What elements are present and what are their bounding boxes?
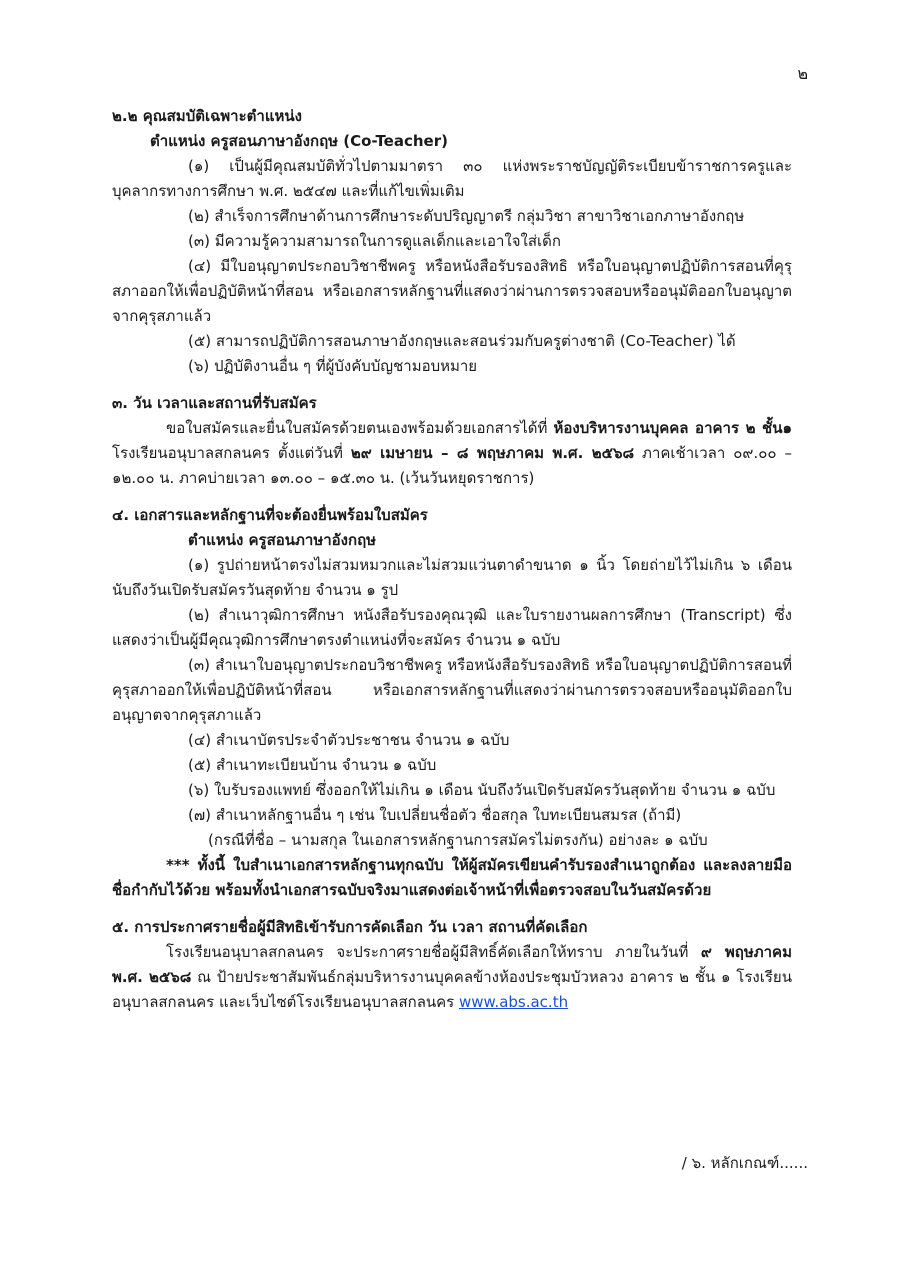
document-item-1: (๑) รูปถ่ายหน้าตรงไม่สวมหมวกและไม่สวมแว่นตาดำขนาด ๑ นิ้ว โดยถ่ายไว้ไม่เกิน ๖ เดือนนับถึงวันเปิดรับสมัครวันสุดท้าย จำนวน ๑ รูป [112, 556, 792, 599]
section-3-paragraph [112, 416, 792, 491]
section-3-text-a: ขอใบสมัครและยื่นใบสมัครด้วยตนเองพร้อมด้วยเอกสารได้ที่ [166, 419, 554, 437]
announcement-date: ๙ พฤษภาคม พ.ศ. ๒๕๖๘ [112, 943, 792, 986]
next-page-continuation: / ๖. หลักเกณฑ์...... [681, 1154, 808, 1172]
document-item-7: (๗) สำเนาหลักฐานอื่น ๆ เช่น ใบเปลี่ยนชื่อตัว ชื่อสกุล ใบทะเบียนสมรส (ถ้ามี) [188, 806, 682, 824]
section-5 [112, 915, 792, 1015]
school-website-link[interactable]: www.abs.ac.th [459, 993, 569, 1011]
qualification-item-4: (๔) มีใบอนุญาตประกอบวิชาชีพครู หรือหนังสือรับรองสิทธิ หรือใบอนุญาตปฏิบัติการสอนที่คุรุสภาออกให้เพื่อปฏิบัติหน้าที่สอน หรือเอกสารหลักฐานที่แสดงว่าผ่านการตรวจสอบหรืออนุมัติออกใบอนุญาตจากคุรุสภาแล้ว [112, 257, 792, 325]
document-item-7-note: (กรณีที่ชื่อ – นามสกุล ในเอกสารหลักฐานการสมัครไม่ตรงกัน) อย่างละ ๑ ฉบับ [208, 831, 708, 849]
document-body [112, 104, 792, 1015]
section-3-heading: ๓. วัน เวลาและสถานที่รับสมัคร [112, 394, 317, 412]
section-2-2-position: ตำแหน่ง ครูสอนภาษาอังกฤษ (Co-Teacher) [150, 132, 448, 150]
document-item-5: (๕) สำเนาทะเบียนบ้าน จำนวน ๑ ฉบับ [188, 756, 437, 774]
document-item-2: (๒) สำเนาวุฒิการศึกษา หนังสือรับรองคุณวุฒิ และใบรายงานผลการศึกษา (Transcript) ซึ่งแสดงว่าเป็นผู้มีคุณวุฒิการศึกษาตรงตำแหน่งที่จะสมัคร จำนวน ๑ ฉบับ [112, 606, 792, 649]
section-4-position: ตำแหน่ง ครูสอนภาษาอังกฤษ [188, 531, 377, 549]
document-item-6: (๖) ใบรับรองแพทย์ ซึ่งออกให้ไม่เกิน ๑ เดือน นับถึงวันเปิดรับสมัครวันสุดท้าย จำนวน ๑ ฉบับ [188, 781, 776, 799]
section-2-2 [112, 104, 792, 379]
section-4-heading: ๔. เอกสารและหลักฐานที่จะต้องยื่นพร้อมใบสมัคร [112, 506, 428, 524]
section-5-heading: ๕. การประกาศรายชื่อผู้มีสิทธิเข้ารับการคัดเลือก วัน เวลา สถานที่คัดเลือก [112, 918, 588, 936]
section-5-paragraph [112, 940, 792, 1015]
section-2-2-heading: ๒.๒ คุณสมบัติเฉพาะตำแหน่ง [112, 107, 302, 125]
section-4 [112, 503, 792, 903]
section-5-text-b: ณ ป้ายประชาสัมพันธ์กลุ่มบริหารงานบุคคลข้างห้องประชุมบัวหลวง อาคาร ๒ ชั้น ๑ โรงเรียนอนุบาลสกลนคร และเว็บไซต์โรงเรียนอนุบาลสกลนคร [112, 968, 792, 1011]
section-3-text-b: โรงเรียนอนุบาลสกลนคร ตั้งแต่วันที่ [112, 444, 351, 462]
section-5-text-a: โรงเรียนอนุบาลสกลนคร จะประกาศรายชื่อผู้มีสิทธิ์คัดเลือกให้ทราบ ภายในวันที่ [166, 943, 701, 961]
document-item-4: (๔) สำเนาบัตรประจำตัวประชาชน จำนวน ๑ ฉบับ [188, 731, 510, 749]
qualification-item-3: (๓) มีความรู้ความสามารถในการดูแลเด็กและเอาใจใส่เด็ก [188, 232, 561, 250]
page-number: ๒ [797, 64, 808, 83]
qualification-item-5: (๕) สามารถปฏิบัติการสอนภาษาอังกฤษและสอนร่วมกับครูต่างชาติ (Co-Teacher) ได้ [188, 332, 736, 350]
section-3 [112, 391, 792, 491]
document-item-3: (๓) สำเนาใบอนุญาตประกอบวิชาชีพครู หรือหนังสือรับรองสิทธิ หรือใบอนุญาตปฏิบัติการสอนที่คุรุสภาออกให้เพื่อปฏิบัติหน้าที่สอน หรือเอกสารหลักฐานที่แสดงว่าผ่านการตรวจสอบหรืออนุมัติออกใบอนุญาตจากคุรุสภาแล้ว [112, 656, 792, 724]
qualification-item-6: (๖) ปฏิบัติงานอื่น ๆ ที่ผู้บังคับบัญชามอบหมาย [188, 357, 478, 375]
qualification-item-2: (๒) สำเร็จการศึกษาด้านการศึกษาระดับปริญญาตรี กลุ่มวิชา สาขาวิชาเอกภาษาอังกฤษ [188, 207, 745, 225]
application-dates: ๒๙ เมษายน – ๘ พฤษภาคม พ.ศ. ๒๕๖๘ [350, 444, 635, 462]
qualification-item-1: (๑) เป็นผู้มีคุณสมบัติทั่วไปตามมาตรา ๓๐ แห่งพระราชบัญญัติระเบียบข้าราชการครูและบุคลากรทางการศึกษา พ.ศ. ๒๕๔๗ และที่แก้ไขเพิ่มเติม [112, 157, 792, 200]
section-3-text-c: ภาคเช้าเวลา ๐๙.๐๐ – ๑๒.๐๐ น. ภาคบ่ายเวลา ๑๓.๐๐ – ๑๕.๓๐ น. (เว้นวันหยุดราชการ) [112, 444, 792, 487]
application-place: ห้องบริหารงานบุคคล อาคาร ๒ ชั้น๑ [553, 419, 792, 437]
important-note: *** ทั้งนี้ ใบสำเนาเอกสารหลักฐานทุกฉบับ ให้ผู้สมัครเขียนคำรับรองสำเนาถูกต้อง และลงลายมือชื่อกำกับไว้ด้วย พร้อมทั้งนำเอกสารฉบับจริงมาแสดงต่อเจ้าหน้าที่เพื่อตรวจสอบในวันสมัครด้วย [112, 856, 792, 899]
